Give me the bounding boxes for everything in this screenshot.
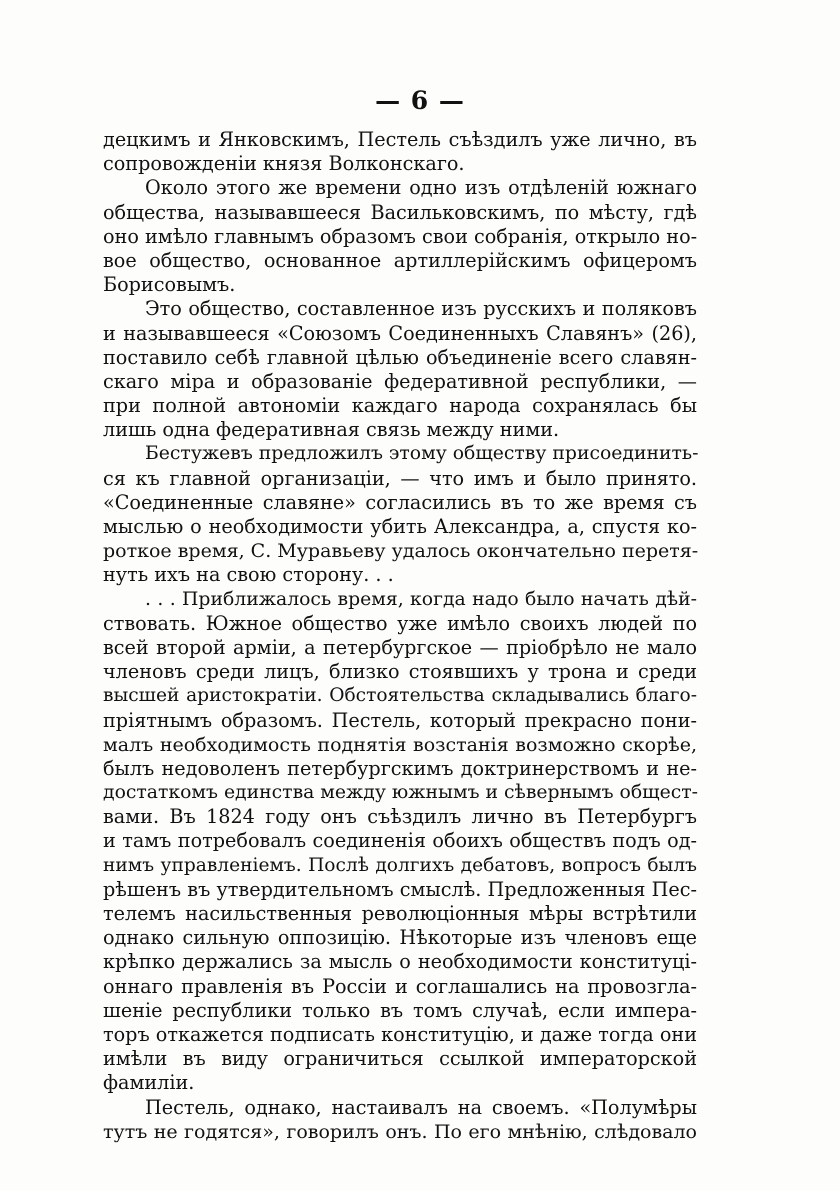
text-line: сопровожденіи князя Волконскаго. [103, 152, 465, 176]
page-number: — 6 — [375, 86, 465, 115]
text-line: при полной автономіи каждаго народа сохранялась бы [103, 394, 697, 418]
text-line: тутъ не годятся», говорилъ онъ. По его мнѣнію, слѣдовало [103, 1120, 697, 1143]
text-line: ся къ главной организаціи, — что имъ и было принято. [103, 466, 697, 490]
text-line: Бестужевъ предложилъ этому обществу присоединить- [145, 443, 699, 465]
text-line: Это общество, составленное изъ русскихъ и поляковъ [145, 297, 697, 321]
text-line: всей второй арміи, а петербургское — пріобрѣло не мало [103, 635, 697, 659]
text-line: нуть ихъ на свою сторону. . . [103, 563, 394, 587]
text-line: роткое время, С. Муравьеву удалось окончательно перетя- [103, 540, 699, 563]
text-line: достаткомъ единства между южнымъ и сѣвернымъ общест- [103, 782, 698, 804]
text-line: однако сильную оппозицію. Нѣкоторые изъ членовъ еще [103, 926, 697, 950]
text-line: ствовать. Южное общество уже имѣло своихъ людей по [103, 611, 697, 635]
text-line: нимъ управленіемъ. Послѣ долгихъ дебатовъ, вопросъ былъ [103, 854, 697, 876]
body-text [103, 128, 697, 1144]
text-line: и тамъ потребовалъ соединенія обоихъ обществъ подъ од- [103, 829, 697, 853]
text-line: Пестель, однако, настаивалъ на своемъ. «Полумѣры [145, 1095, 697, 1119]
text-line: лишь одна федеративная связь между ними. [103, 418, 560, 442]
text-line: мыслью о необходимости убить Александра, а, спустя ко- [103, 515, 697, 538]
text-line: телемъ насильственныя революціонныя мѣры встрѣтили [103, 902, 697, 925]
text-line: шеніе республики только въ томъ случаѣ, если импера- [103, 998, 697, 1022]
text-line: Около этого же времени одно изъ отдѣленій южнаго [145, 176, 697, 200]
text-line: пріятнымъ образомъ. Пестель, который прекрасно пони- [103, 708, 697, 732]
text-line: оно имѣло главнымъ образомъ свои собранія, открыло но- [103, 224, 698, 248]
text-line: скаго міра и образованіе федеративной республики, — [103, 369, 697, 393]
text-line: высшей аристократіи. Обстоятельства складывались благо- [103, 685, 697, 707]
text-line: рѣшенъ въ утвердительномъ смыслѣ. Предложенныя Пес- [103, 877, 697, 901]
text-line: оннаго правленія въ Россіи и соглашались на провозгла- [103, 974, 697, 998]
text-line: имѣли въ виду ограничиться ссылкой императорской [103, 1047, 697, 1071]
text-line: децкимъ и Янковскимъ, Пестель съѣздилъ уже лично, въ [103, 128, 697, 151]
text-line: фамиліи. [103, 1071, 195, 1095]
text-line: вое общество, основанное артиллерійскимъ офицеромъ [103, 248, 697, 272]
text-line: малъ необходимость поднятія возстанія возможно скорѣе, [103, 733, 697, 756]
text-line: торъ откажется подписать конституцію, и даже тогда они [103, 1022, 697, 1046]
text-line: былъ недоволенъ петербургскимъ доктринерствомъ и не- [103, 756, 697, 780]
text-line: вами. Въ 1824 году онъ съѣздилъ лично въ Петербургъ [103, 805, 697, 829]
text-line: членовъ среди лицъ, близко стоявшихъ у трона и среди [103, 660, 697, 684]
text-line: Борисовымъ. [103, 273, 236, 297]
text-line: «Соединенные славяне» согласились въ то же время съ [103, 490, 697, 514]
text-line: . . . Приближалось время, когда надо было начать дѣй- [145, 588, 697, 610]
text-line: и называвшееся «Союзомъ Соединенныхъ Славянъ» (26), [103, 321, 697, 345]
text-line: крѣпко держались за мысль о необходимости конституці- [103, 950, 697, 974]
text-line: общества, называвшееся Васильковскимъ, по мѣсту, гдѣ [103, 200, 697, 224]
text-line: поставило себѣ главной цѣлью объединеніе всего славян- [103, 345, 697, 369]
